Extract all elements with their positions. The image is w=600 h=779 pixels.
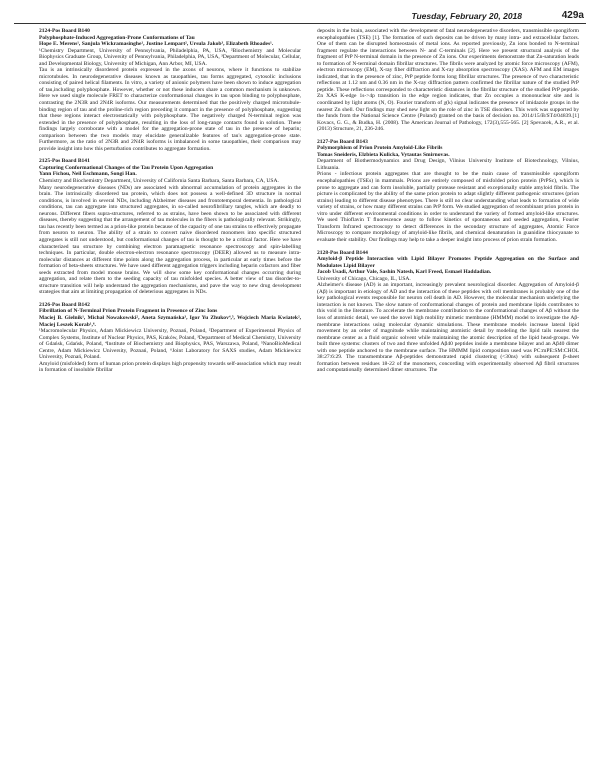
board-label: 2128-Pos Board B144: [317, 249, 368, 256]
abstract-2124: [39, 28, 301, 152]
abstract-affiliations: Chemistry and Biochemistry Department, University of California Santa Barbara, Santa Barbara, CA, USA.: [39, 178, 279, 185]
abstract-body: Many neurodegenerative diseases (NDs) are associated with abnormal accumulation of protein aggregates in the brain. The intrinsically disordered tau protein, which does not possess a well-defined 3D structure in normal conditions, is involved in several NDs, including Alzheimer diseases and frontotemporal dementia. In pathological conditions, tau can aggregate into structured aggregates, in so-called neurofibrillary tangles, which are deadly to neurons. Different fibers supra-structures, referred to as strains, have been shown to be associated with different diseases, thereby suggesting that the arrangement of tau molecules in the fibers is pathologically relevant. Strikingly, tau has recently been termed as a prion-like protein because of the capacity of one tau strains to effectively propagate from neuron to neuron. The ability of a strain to convert naive disordered monomers into specific structured aggregates is still not understood, but conformational changes of tau is thought to be a critical factor. Here we have characterized tau structure by combining electron paramagnetic resonance spectroscopy and spin-labelling techniques. In particular, double electron-electron resonance spectroscopy (DEER) allowed us to measure intra-molecular distances at different time points along the aggregation process, in particular at early times before the formation of beta-sheets structures. We have used different aggregation triggers including heparin cofactors and fiber seeds extracted from model mouse brains. We will show some key conformational changes occurring during aggregation, and relate them to the seeding capacity of tau misfolded species. A better view of tau disorder-to-structure transition will help understand the aggregation mechanisms, and pave the way to new drug development strategies that aim at limiting propagation of deleterious aggregates in NDs.: [39, 184, 301, 296]
authors-line-2: Ursula Jakob³, Elizabeth Rhoades¹.: [189, 41, 274, 48]
header-rule: [14, 23, 586, 24]
board-label: 2127-Pos Board B143: [317, 138, 368, 145]
abstract-authors: Tomas Sneideris, Elzbieta Kulicka, Vytautas Smirnovas.: [317, 151, 450, 158]
abstract-title: Polymorphism of Prion Protein Amyloid-Like Fibrils: [317, 145, 443, 152]
abstract-affiliations: University of Chicago, Chicago, IL, USA.: [317, 275, 411, 282]
abstract-title: Polyphosphate-Induced Aggregation-Prone Conformations of Tau: [39, 34, 195, 41]
abstract-2128: [317, 250, 579, 374]
abstract-body: Prions - infectious protein aggregates that are thought to be the main cause of transmissible spongiform encephalopathies (TSEs) in mammals. Prions are entirely composed of misfolded prion protein (PrPSc), which is prone to aggregate and can form insoluble, partially protease resistant and exceptionally stable amyloid fibrils. The picture is complicated by the ability of the same prion protein to adapt slightly different pathogenic structures (prion strains) leading to different disease phenotypes. There is still no clear understanding what leads to formation of wide variety of strains, or how many different strains can PrP form. We studied aggregation of recombinant prion protein in vitro under different environmental conditions in order to understand the variety of formed amyloid-like structures. We used Thioflavin T fluorescence assay to follow kinetics of spontaneous and seeded aggregation, Fourier Transform Infrared spectroscopy to detect differences in the secondary structure of aggregates, Atomic Force Microscopy to compare morphology of amyloid-like fibrils, and chemical denaturation in guanidine thiocyanate to evaluate their stability. Our findings may help to take a deeper insight into process of prion strain formation.: [317, 171, 579, 243]
left-column: [39, 28, 301, 773]
abstract-body: Tau is an intrinsically disordered protein expressed in the axons of neurons, where it functions to stabilize microtubules. In neurodegenerative diseases known as tauopathies, tau forms aggregated, cytosolic inclusions consisting of paired helical filaments. In vitro, a variety of anionic polymers have been shown to induce aggregation of tau,including polyphosphate. However, whether or not these inducers share a common mechanism is unknown. Here we used single molecule FRET to characterize conformational changes in tau upon binding to polyphosphate, contrasting the 2N3R and 2N4R isoforms. Our measurements determined that the positively charged microtubule-binding region of tau and the proline-rich region preceding it compact in the presence of polyphosphate, suggesting that these regions interact electrostatically with polyphosphate. The negatively charged N-terminal region was extended in the presence of polyphosphate, resulting in the loss of long-range contacts found in solution. These findings largely corroborate with a model for the aggregation-prone state of tau in the presence of heparin; comparison between the two models may elucidate generalizable features of tau's aggregation-prone state. Furthermore, as the ratio of 2N3R and 2N4R isoforms is imbalanced in some tauopathies, their comparison may provide insight into how this perturbation contributes to aggregate formation.: [39, 67, 301, 152]
abstract-title: Fibrillation of N-Terminal Prion Protein Fragment in Presence of Zinc Ions: [39, 308, 218, 315]
abstract-authors: Yann Fichou, Neil Eschmann, Songi Han.: [39, 171, 137, 178]
abstract-2126-continuation: deposits in the brain, associated with the development of fatal neurodegenerative disorders, transmissible spongiform encephalopathies (TSE) [1]. The formation of such deposits can be driven by many intra- and extracellular factors. One of them can be disrupted homeostasis of metal ions. As reported previously, Zn ions bonded to N-terminal fragment regulate the interactions between N- and C-terminals [2]. Here we present structural analysis of the fragment of PrP N-terminal domain in the presence of Zn ions. Our experiments demonstrate that Zn-saturation leads to formation of N-terminal domain fibrillar structures. The fibrils were analyzed by atomic force microscopy (AFM), electron microscopy (EM), X-ray fiber diffraction and X-ray absorption spectroscopy (XAS). AFM and EM images indicated, that in the presence of zinc, PrP peptide forms long fibrillar structures. The presence of two characteristic reflections at 1.12 nm and 0.36 nm in the X-ray diffraction pattern confirmed the fibrillar nature of the studied PrP peptide. These reflections corresponded to characteristic distances in the fibrillar structure of the studied PrP peptide. Zn XAS K-edge 1s->4p transition in the edge region indicates, that Zn occupies a mononuclear site and is coordinated by light atoms (N, O). Fourier transform of χ(k) signal indicates the presence of imidazole groups in the nearest Zn shell. Our findings may shed new light on the role of zinc in TSE disorders. This work was supported by the funds from the National Science Centre (Poland) granted on the basis of decision no. 2014/15/B/ST4/04839.[1] Kovacs, G. G., & Budka, H. (2008). The American Journal of Pathology, 172(3),555-565. [2] Spevacek, A.R., et al. (2013) Structure, 21, 236-246.: [317, 28, 579, 133]
board-label: 2124-Pos Board B140: [39, 28, 90, 34]
page-number: 429a: [561, 10, 584, 21]
abstract-2127: [317, 139, 579, 244]
abstract-title: Amyloid-β Peptide Interaction with Lipid Bilayer Promotes Peptide Aggregation on the Surface and Modulates Lipid Bilayer: [317, 256, 579, 269]
board-label: 2125-Pos Board B141: [39, 158, 90, 165]
abstract-2125: [39, 158, 301, 295]
page-header: [0, 0, 600, 30]
abstract-body: Amyloid (misfolded) form of human prion protein displays high propensity towards self-association which may result in formation of insoluble fibrillar: [39, 360, 301, 374]
abstract-authors: Maciej B. Gielnik¹, Michał Nowakowski², Aneta Szymańska³, Igor Yu Zhukov⁴,⁵, Wojciech Maria Kwiatek², Maciej Leszek Korab¹,⁶.: [39, 314, 301, 328]
abstract-affiliations: ¹Macromolecular Physics, Adam Mickiewicz University, Poznań, Poland, ²Department of Experimental Physics of Complex Systems, Institute of Nuclear Physics, PAS, Kraków, Poland, ³Department of Medical Chemistry, University of Gdańsk, Gdańsk, Poland, ⁴Institute of Biochemistry and Biophysics, PAS, Warszawa, Poland, ⁵NanoBioMedical Centre, Adam Mickiewicz University, Poznań, Poland, ⁶Joint Laboratory for SAXS studies, Adam Mickiewicz University, Poznań, Poland.: [39, 328, 301, 361]
abstract-body: Alzheimer's disease (AD) is an important, increasingly prevalent neurological disorder. Aggregation of Amyloid-β (Aβ) is important in etiology of AD and the interaction of these peptides with cell membranes is probably one of the key pathological events responsible for neuron cell death in AD. However, the molecular mechanism underlying the interaction is not known. The slow nature of conformational changes of protein and membrane lipids contributes to this void in the literature. To accelerate the membrane contribution to the conformational changes of Aβ without the loss of atomistic detail, we used the novel high mobility mimetic membrane (HMMM) model to investigate the Aβ-membrane interactions using molecular dynamic simulations. These membrane models increase lateral lipid movement by an order of magnitude while maintaining atomistic detail by modeling the lipid tails nearest the membrane center as a fluid organic solvent while maintaining the atomic description of the lipid head-groups. We built three systems: clusters of two and three unfolded Aβ40 peptides inside a membrane bilayer and an Aβ40 dimer with one peptide anchored to the membrane surface. The HMMM lipid composition used was PC:mPE:SM:CHOL 38:27:6:29. The transmembrane Aβ-peptides demonstrated rapid clustering (<30ns) with subsequent β-sheet formation between residues 18-22 of the monomers, concording with experimentally observed Aβ fibril structures and computationally determined dimer structures. The: [317, 282, 579, 374]
issue-date: Tuesday, February 20, 2018: [411, 11, 522, 21]
abstract-affiliations: Department of Biothermodynamics and Drug Design, Vilnius University Institute of Biotechnology, Vilnius, Lithuania.: [317, 158, 579, 171]
authors-line: Hope E. Merens¹, Sanjula Wickramasinghe¹, Justine Lempart²,: [39, 41, 189, 48]
abstract-authors: [39, 41, 301, 48]
abstract-affiliations: ¹Chemistry Department, University of Pennsylvania, Philadelphia, PA, USA, ²Biochemistry and Molecular Biophysics Graduate Group, University of Pennsylvania, Philadelphia, PA, USA, ³Department of Molecular, Cellular, and Developmental Biology, University of Michigan, Ann Arbor, MI, USA.: [39, 47, 301, 67]
right-column: [317, 28, 579, 773]
abstract-2126: [39, 302, 301, 374]
board-label: 2126-Pos Board B142: [39, 301, 90, 308]
abstract-authors: Jacob Usadi, Arthur Vale, Sashin Natesh, Karl Freed, Esmael Haddadian.: [317, 269, 492, 276]
abstract-title: Capturing Conformational Changes of the Tau Protein Upon Aggregation: [39, 164, 214, 171]
